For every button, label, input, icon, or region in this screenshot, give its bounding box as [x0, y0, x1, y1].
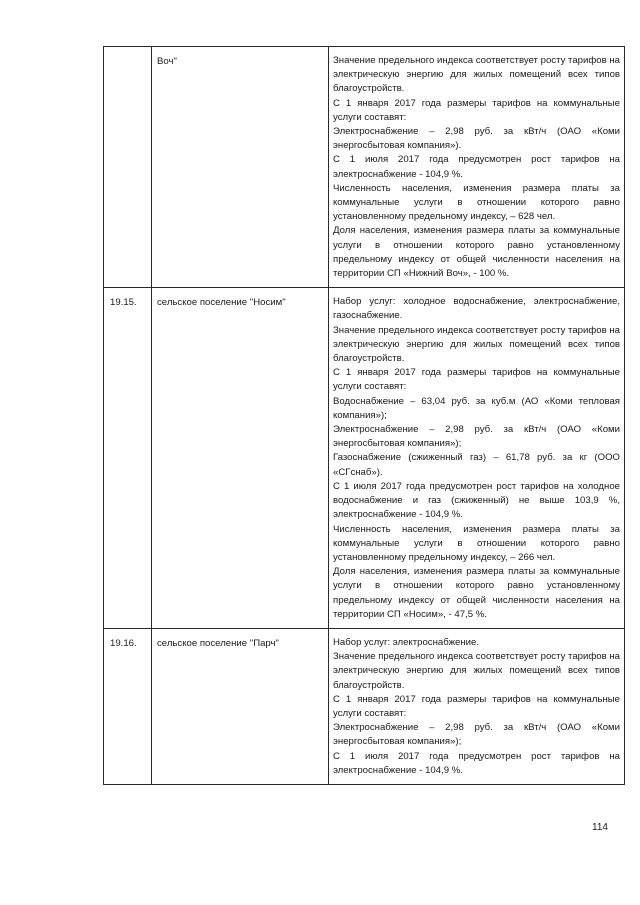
paragraph: Значение предельного индекса соответствует росту тарифов на электрическую энергию для жилых помещений всех типов благоустройств.: [333, 324, 620, 365]
settlement-name-cell: [152, 288, 329, 629]
paragraph: Доля населения, изменения размера платы за коммунальные услуги в отношении которого равно установленному предельному индексу от общей численности населения на территории СП «Нижний Воч», - 100 %.: [333, 225, 620, 280]
paragraph: С 1 июля 2017 года предусмотрен рост тарифов на электроснабжение - 104,9 %.: [333, 154, 620, 180]
paragraph: Водоснабжение – 63,04 руб. за куб.м (АО «Коми тепловая компания»);: [333, 395, 620, 421]
row-number-cell: [104, 288, 152, 629]
row-number: 19.16.: [110, 637, 137, 649]
paragraph: Электроснабжение – 2,98 руб. за кВт/ч (ОАО «Коми энергосбытовая компания»);: [333, 424, 620, 450]
paragraph: Значение предельного индекса соответствует росту тарифов на электрическую энергию для жилых помещений всех типов благоустройств.: [333, 55, 620, 95]
row-number-cell: [104, 47, 152, 288]
paragraph: С 1 июля 2017 года предусмотрен рост тарифов на холодное водоснабжение и газ (сжиженный) не выше 103,9 %, электроснабжение - 104,9 %.: [333, 480, 620, 521]
paragraph: Набор услуг: электроснабжение.: [333, 636, 480, 648]
row-number: 19.15.: [110, 297, 137, 309]
paragraph: С 1 января 2017 года размеры тарифов на коммунальные услуги составят:: [333, 367, 620, 393]
paragraph: Численность населения, изменения размера платы за коммунальные услуги в отношении которого равно установленному предельному индексу, – 266 чел.: [333, 523, 620, 563]
settlement-name: Воч": [157, 56, 177, 67]
table-row: [104, 288, 625, 629]
paragraph: С 1 января 2017 года размеры тарифов на коммунальные услуги составят:: [333, 693, 620, 719]
page-number: 114: [592, 822, 608, 833]
description-cell: [329, 47, 625, 288]
paragraph: Электроснабжение – 2,98 руб. за кВт/ч (ОАО «Коми энергосбытовая компания»);: [333, 722, 620, 748]
paragraph: Значение предельного индекса соответствует росту тарифов на электрическую энергию для жилых помещений всех типов благоустройств.: [333, 651, 620, 691]
paragraph: С 1 июля 2017 года предусмотрен рост тарифов на электроснабжение - 104,9 %.: [333, 750, 620, 776]
table-row: [104, 47, 625, 288]
paragraph: С 1 января 2017 года размеры тарифов на коммунальные услуги составят:: [333, 97, 620, 123]
row-number-cell: [104, 628, 152, 784]
settlement-name-cell: [152, 47, 329, 288]
description-cell: [329, 288, 625, 629]
settlement-name: сельское поселение "Парч": [157, 637, 279, 649]
settlement-name: сельское поселение "Носим": [157, 297, 286, 309]
description-cell: [329, 628, 625, 784]
paragraph: Газоснабжение (сжиженный газ) – 61,78 руб. за кг (ООО «СГснаб»).: [333, 452, 620, 478]
paragraph: Электроснабжение – 2,98 руб. за кВт/ч (ОАО «Коми энергосбытовая компания»).: [333, 126, 620, 152]
row-number: [104, 47, 151, 56]
paragraph: Доля населения, изменения размера платы за коммунальные услуги в отношении которого равно установленному предельному индексу от общей численности населения на территории СП «Носим», - 47,5 %.: [333, 566, 620, 620]
paragraph: Численность населения, изменения размера платы за коммунальные услуги в отношении которого равно установленному предельному индексу, – 628 чел.: [333, 182, 620, 223]
paragraph: Набор услуг: холодное водоснабжение, электроснабжение, газоснабжение.: [333, 296, 620, 322]
tariff-table: [103, 46, 625, 785]
table-row: [104, 628, 625, 784]
settlement-name-cell: [152, 628, 329, 784]
